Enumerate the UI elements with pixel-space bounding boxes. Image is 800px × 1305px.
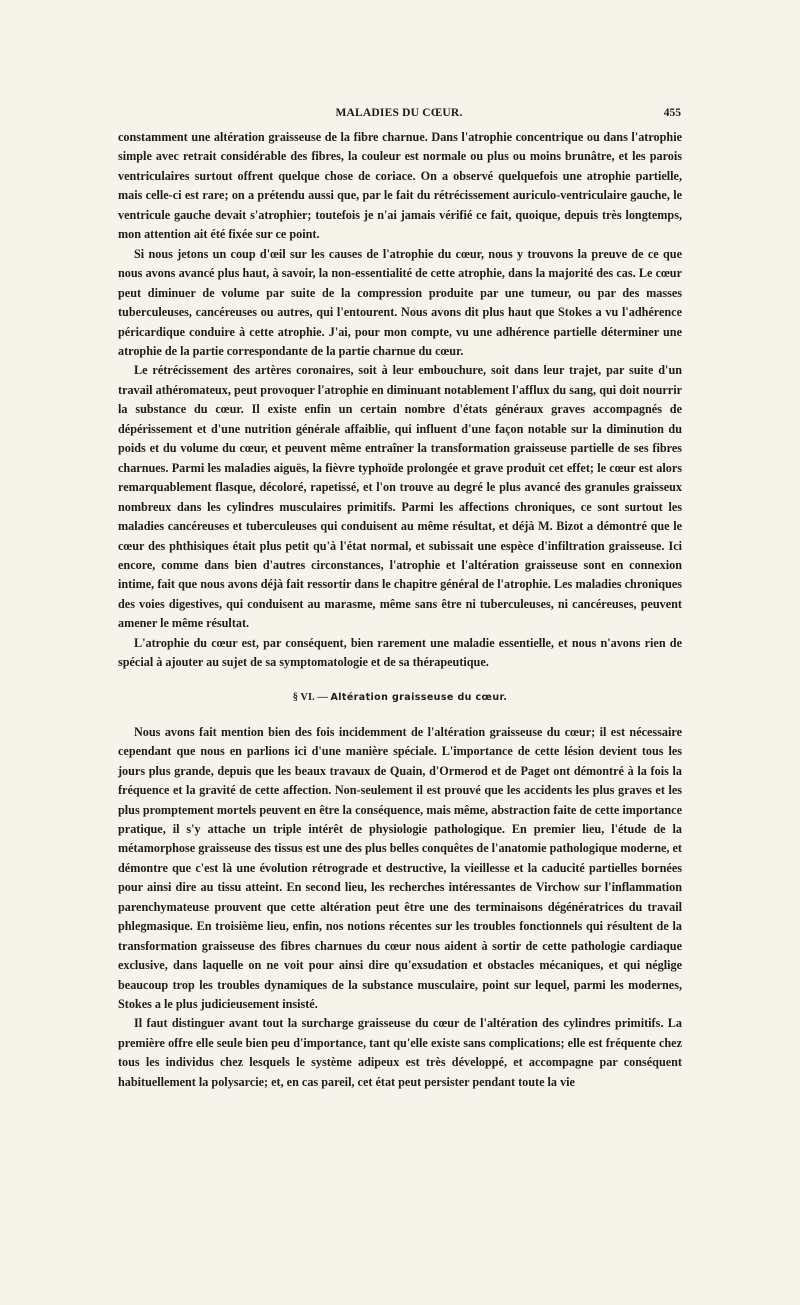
- paragraph-section-intro: Nous avons fait mention bien des fois incidemment de l'altération graisseuse du cœur; il est nécessaire cependant que nous en parlions ici d'une manière spéciale. L'importance de cette lésion devient tous les jours plus grande, depuis que les beaux travaux de Quain, d'Ormerod et de Paget ont démontré à la fois la fréquence et la gravité de cette affection. Non-seulement il est prouvé que les accidents les plus graves et les plus promptement mortels peuvent en être la conséquence, mais même, abstraction faite de cette importance pratique, il s'y attache un triple intérêt de physiologie pathologique. En premier lieu, l'étude de la métamorphose graisseuse des tissus est une des plus belles conquêtes de l'anatomie pathologique moderne, et démontre que c'est là une évolution rétrograde et destructive, la vieillesse et la caducité partielles bornées pour ainsi dire au tissu atteint. En second lieu, les recherches intéressantes de Virchow sur l'inflammation parenchymateuse prouvent que cette altération peut être une des terminaisons dégénératrices du travail phlegmasique. En troisième lieu, enfin, nos notions récentes sur les troubles fonctionnels qui résultent de la transformation graisseuse des fibres charnues du cœur nous aident à sortir de cette pathologie cardiaque exclusive, dans laquelle on ne voit pour ainsi dire qu'exsudation et obstacles mécaniques, et qui néglige beaucoup trop les troubles dynamiques de la substance musculaire, point sur lequel, parmi les modernes, Stokes a le plus judicieusement insisté.: [118, 724, 682, 1012]
- paragraph-causes: Si nous jetons un coup d'œil sur les causes de l'atrophie du cœur, nous y trouvons la preuve de ce que nous avons avancé plus haut, à savoir, la non-essentialité de cette atrophie, dans la majorité des cas. Le cœur peut diminuer de volume par suite de la compression produite par une tumeur, ou par des masses tuberculeuses, cancéreuses ou autres, qui l'entourent. Nous avons dit plus haut que Stokes a vu l'adhérence péricardique conduire à cette atrophie. J'ai, pour mon compte, vu une adhérence partielle déterminer une atrophie de la partie correspondante de la partie charnue du cœur.: [118, 246, 682, 358]
- paragraph-continuation: constamment une altération graisseuse de la fibre charnue. Dans l'atrophie concentrique ou dans l'atrophie simple avec retrait considérable des fibres, la couleur est normale ou plus ou moins brunâtre, et les parois ventriculaires surtout offrent quelque chose de coriace. On a observé quelquefois une atrophie partielle, mais celle-ci est rare; on a prétendu aussi que, par le fait du rétrécissement auriculo-ventriculaire gauche, le ventricule gauche devait s'atrophier; toutefois je n'ai jamais vérifié ce fait, quoique, depuis très longtemps, mon attention ait été fixée sur ce point.: [118, 130, 682, 242]
- running-title: MALADIES DU CŒUR.: [335, 107, 463, 119]
- section-title: Altération graisseuse du cœur.: [330, 691, 508, 703]
- page-number: 455: [663, 107, 681, 119]
- paragraph-conclusion: L'atrophie du cœur est, par conséquent, bien rarement une maladie essentielle, et nous n'avons rien de spécial à ajouter au sujet de sa symptomatologie et de sa thérapeutique.: [118, 635, 682, 670]
- section-heading: [118, 689, 682, 707]
- running-head: [117, 107, 681, 127]
- paragraph-section-distinction: Il faut distinguer avant tout la surcharge graisseuse du cœur de l'altération des cylindres primitifs. La première offre elle seule bien peu d'importance, tant qu'elle existe sans complications; elle est fréquente chez tous les individus chez lesquels le système adipeux est très développé, et accompagne par conséquent habituellement la polysarcie; et, en cas pareil, cet état peut persister pendant toute la vie: [118, 1016, 682, 1089]
- section-number: § VI. —: [292, 691, 328, 703]
- body-text: [118, 128, 682, 1092]
- paragraph-coronary-arteries: Le rétrécissement des artères coronaires, soit à leur embouchure, soit dans leur trajet, par suite d'un travail athéromateux, peut provoquer l'atrophie en diminuant notablement l'afflux du sang, qui doit nourrir la substance du cœur. Il existe enfin un certain nombre d'états généraux graves accompagnés de dépérissement et d'une nutrition générale affaiblie, qui influent d'une façon notable sur la diminution du poids et du volume du cœur, et peuvent même entraîner la transformation graisseuse partielle de ses fibres charnues. Parmi les maladies aiguës, la fièvre typhoïde prolongée et grave produit cet effet; le cœur est alors remarquablement flasque, décoloré, rapetissé, et l'on trouve au degré le plus avancé des granules graisseux nombreux dans les cylindres musculaires primitifs. Parmi les affections chroniques, ce sont surtout les maladies cancéreuses et tuberculeuses qui conduisent au même résultat, et déjà M. Bizot a démontré que le cœur des phthisiques était plus petit qu'à l'état normal, et subissait une espèce d'infiltration graisseuse. Ici encore, comme dans bien d'autres circonstances, l'atrophie et l'altération graisseuse sont en connexion intime, fait que nous avons déjà fait ressortir dans le chapitre général de l'atrophie. Les maladies chroniques des voies digestives, qui conduisent au marasme, même sans être ni tuberculeuses, ni cancéreuses, peuvent amener le même résultat.: [118, 363, 682, 631]
